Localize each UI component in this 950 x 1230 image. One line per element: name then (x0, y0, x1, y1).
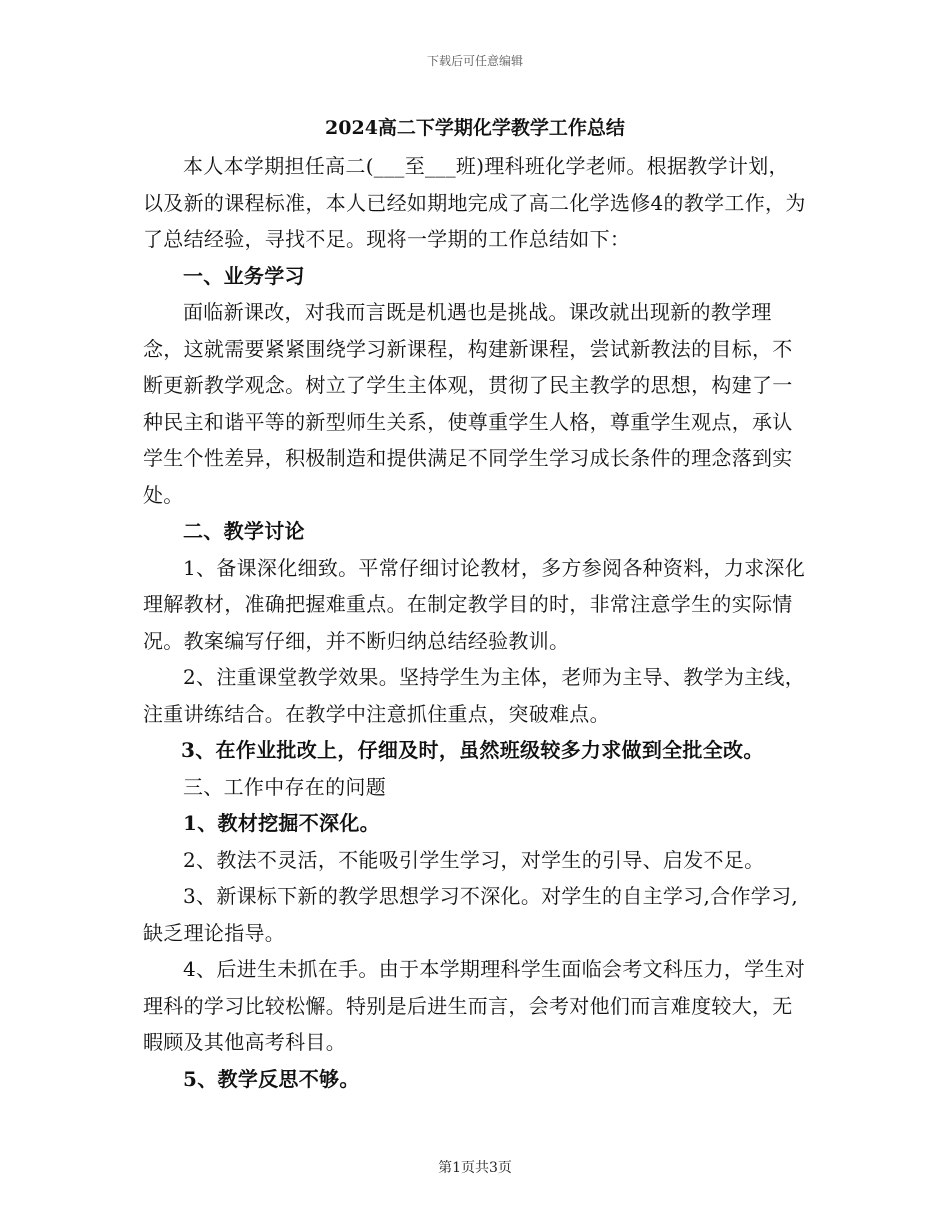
problem-item-1: 1、教材挖掘不深化。 (183, 811, 380, 835)
document-title: 2024高二下学期化学教学工作总结 (325, 117, 625, 139)
problem-item-3: 3、新课标下新的教学思想学习不深化。对学生的自主学习,合作学习,缺乏理论指导。 (143, 884, 799, 945)
section-heading-problems: 三、工作中存在的问题 (183, 774, 386, 799)
section-heading-teaching-research: 二、教学讨论 (183, 519, 305, 543)
document-body (143, 110, 807, 1097)
paragraph-new-curriculum: 面临新课改，对我而言既是机遇也是挑战。课改就出现新的教学理念，这就需要紧紧围绕学习新课程，构建新课程，尝试新教法的目标，不断更新教学观念。树立了学生主体观，贯彻了民主教学的思想，构建了一种民主和谐平等的新型师生关系，使尊重学生人格，尊重学生观点，承认学生个性差异，积极制造和提供满足不同学生学习成长条件的理念落到实处。 (143, 300, 793, 507)
page-footer: 第1页共3页 (438, 1160, 512, 1176)
page-header: 下载后可任意编辑 (426, 54, 523, 68)
paragraph-lesson-prep: 1、备课深化细致。平常仔细讨论教材，多方参阅各种资料，力求深化理解教材，准确把握难重点。在制定教学目的时，非常注意学生的实际情况。教案编写仔细，并不断归纳总结经验教训。 (143, 555, 806, 653)
problem-item-5: 5、教学反思不够。 (183, 1066, 360, 1091)
paragraph-homework-correction: 3、在作业批改上，仔细及时，虽然班级较多力求做到全批全改。 (181, 738, 764, 762)
problem-item-2: 2、教法不灵活，不能吸引学生学习，对学生的引导、启发不足。 (183, 847, 765, 872)
section-heading-business-study: 一、业务学习 (183, 263, 305, 288)
paragraph-classroom-effect: 2、注重课堂教学效果。坚持学生为主体，老师为主导、教学为主线，注重讲练结合。在教学中注意抓住重点，突破难点。 (143, 665, 806, 726)
intro-paragraph: 本人本学期担任高二(___至___班)理科班化学老师。根据教学计划，以及新的课程标准，本人已经如期地完成了高二化学选修4的教学工作，为了总结经验，寻找不足。现将一学期的工作总结如下： (143, 154, 806, 251)
problem-item-4: 4、后进生未抓在手。由于本学期理科学生面临会考文科压力，学生对理科的学习比较松懈。特别是后进生而言，会考对他们而言难度较大，无暇顾及其他高考科目。 (143, 957, 806, 1054)
